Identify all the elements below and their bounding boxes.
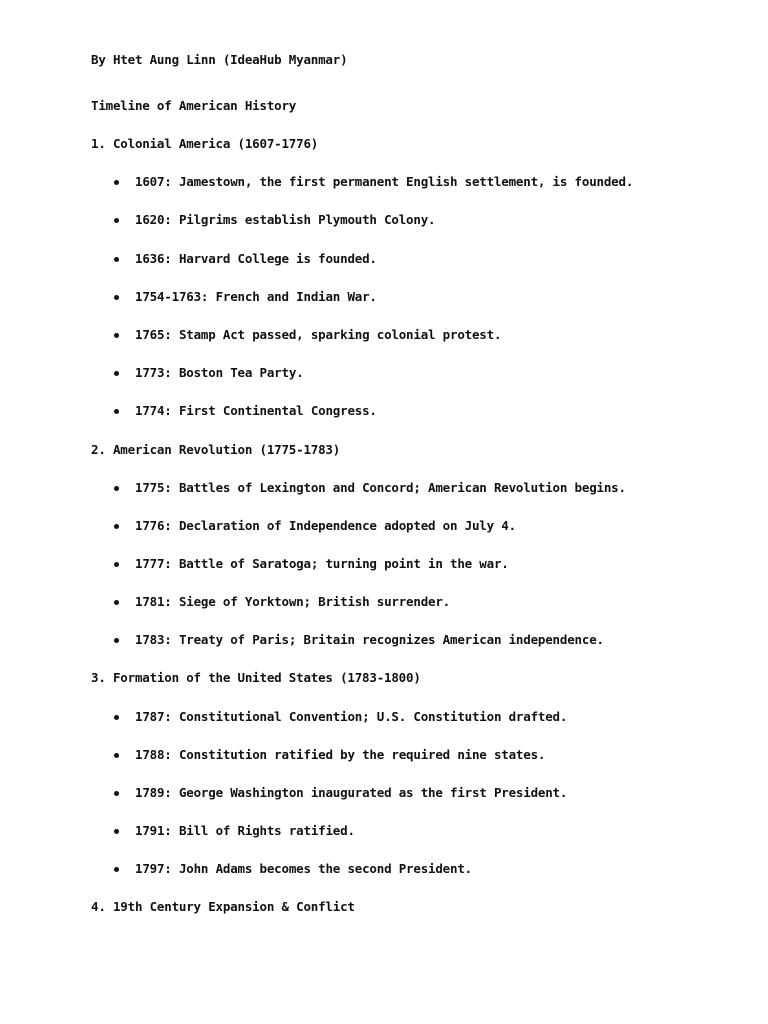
bullet-icon	[114, 409, 119, 414]
list-item-text: 1754-1763: French and Indian War.	[135, 289, 377, 304]
document-title: Timeline of American History	[91, 98, 297, 113]
bullet-icon	[114, 753, 119, 758]
bullet-icon	[114, 524, 119, 529]
bullet-icon	[114, 218, 119, 223]
list-item-text: 1789: George Washington inaugurated as the first President.	[135, 785, 568, 800]
list-item-text: 1775: Battles of Lexington and Concord; American Revolution begins.	[135, 480, 626, 495]
bullet-icon	[114, 638, 119, 643]
list-item-text: 1788: Constitution ratified by the required nine states.	[135, 747, 546, 762]
section-heading: 4. 19th Century Expansion & Conflict	[91, 899, 355, 914]
list-item-text: 1636: Harvard College is founded.	[135, 251, 377, 266]
list-item-text: 1787: Constitutional Convention; U.S. Constitution drafted.	[135, 709, 568, 724]
list-item-text: 1777: Battle of Saratoga; turning point in the war.	[135, 556, 509, 571]
bullet-icon	[114, 562, 119, 567]
section-heading: 1. Colonial America (1607-1776)	[91, 136, 319, 151]
bullet-icon	[114, 257, 119, 262]
bullet-icon	[114, 486, 119, 491]
list-item-text: 1797: John Adams becomes the second President.	[135, 861, 472, 876]
list-item-text: 1773: Boston Tea Party.	[135, 365, 304, 380]
list-item-text: 1776: Declaration of Independence adopted on July 4.	[135, 518, 516, 533]
bullet-icon	[114, 791, 119, 796]
bullet-icon	[114, 371, 119, 376]
list-item-text: 1791: Bill of Rights ratified.	[135, 823, 355, 838]
list-item-text: 1620: Pilgrims establish Plymouth Colony.	[135, 212, 436, 227]
list-item-text: 1607: Jamestown, the first permanent English settlement, is founded.	[135, 174, 634, 189]
list-item-text: 1783: Treaty of Paris; Britain recognizes American independence.	[135, 632, 604, 647]
bullet-icon	[114, 295, 119, 300]
section-heading: 2. American Revolution (1775-1783)	[91, 442, 341, 457]
list-item-text: 1781: Siege of Yorktown; British surrender.	[135, 594, 451, 609]
list-item-text: 1765: Stamp Act passed, sparking colonial protest.	[135, 327, 502, 342]
bullet-icon	[114, 715, 119, 720]
author-line: By Htet Aung Linn (IdeaHub Myanmar)	[91, 52, 348, 67]
list-item-text: 1774: First Continental Congress.	[135, 403, 377, 418]
bullet-icon	[114, 600, 119, 605]
bullet-icon	[114, 333, 119, 338]
section-heading: 3. Formation of the United States (1783-1800)	[91, 670, 421, 685]
bullet-icon	[114, 180, 119, 185]
bullet-icon	[114, 829, 119, 834]
bullet-icon	[114, 867, 119, 872]
